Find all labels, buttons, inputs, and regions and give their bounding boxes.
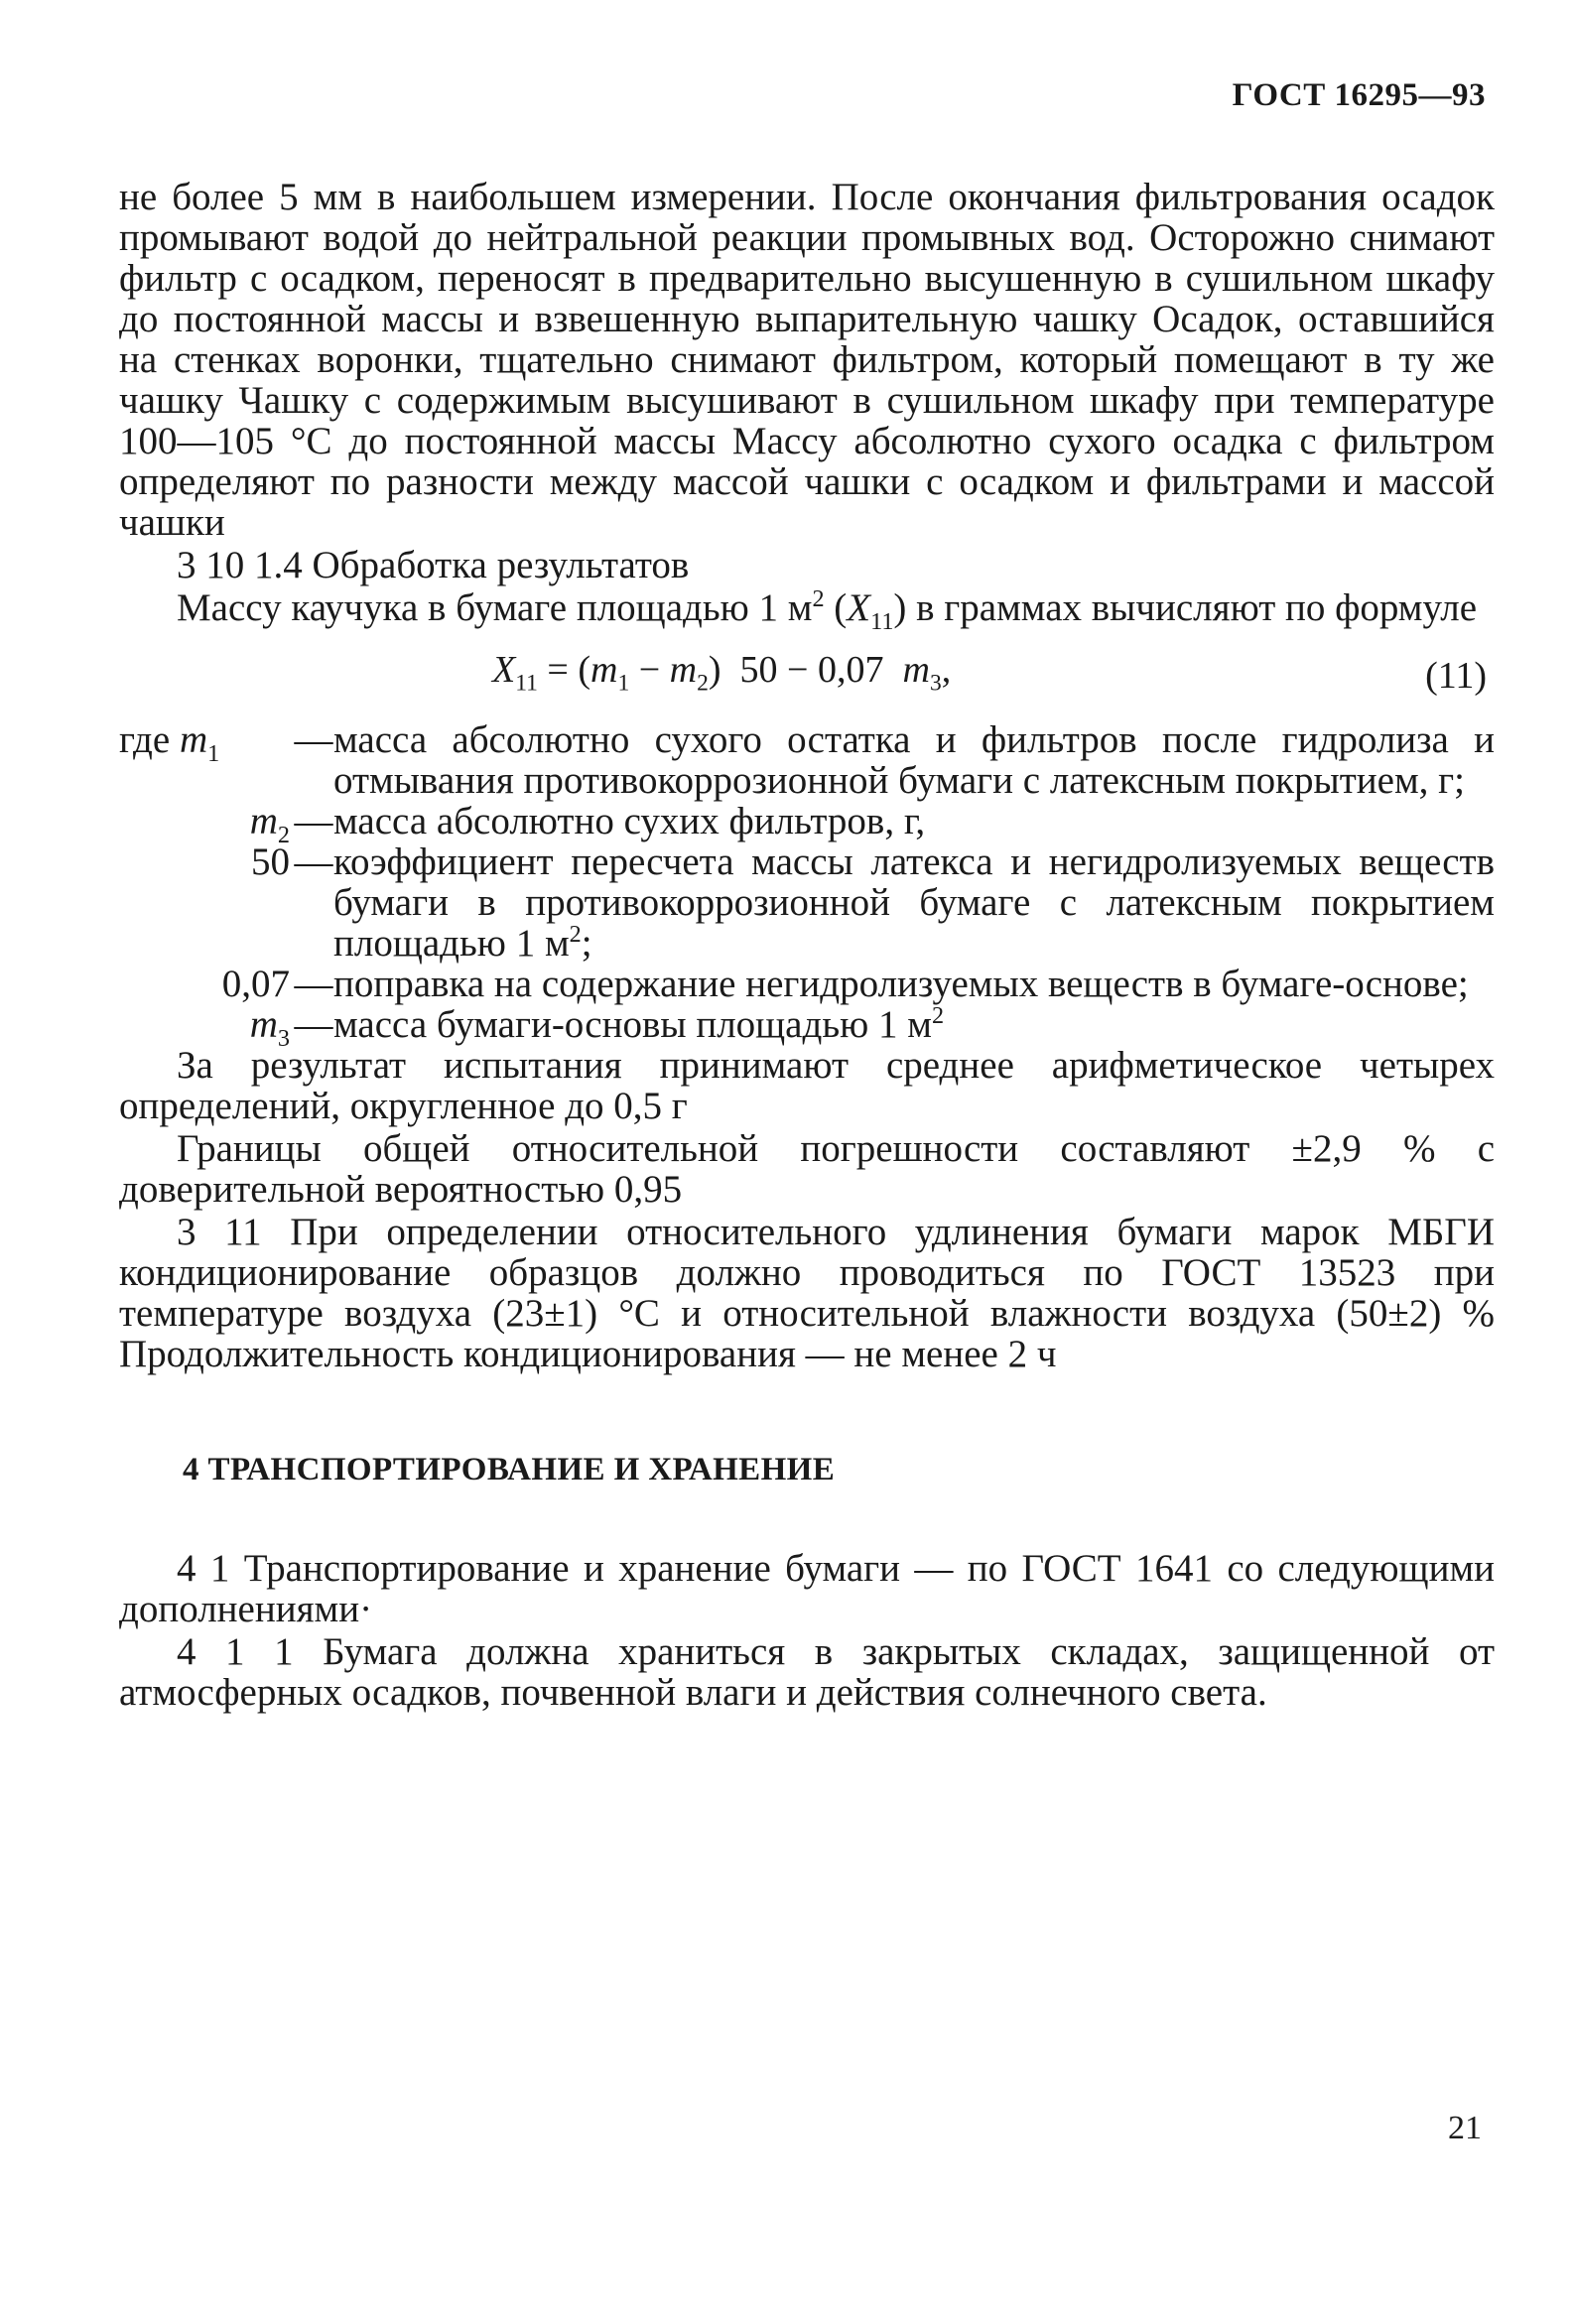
definition-m2	[119, 800, 1495, 848]
definition-text: коэффициент пересчета массы латекса и негидролизуемых веществ бумаги в противокоррозионной бумаге с латексным покрытием площадью 1 $м^2$;	[333, 840, 1495, 965]
definitions-list	[119, 718, 1495, 1052]
page-number: 21	[1448, 2110, 1482, 2146]
paragraph-3-11: 3 11 При определении относительного удлинения бумаги марок МБГИ кондиционирование образцов должно проводиться по ГОСТ 13523 при температуре воздуха (23±1) °С и относительной влажности воздуха (50±2) % Продолжительность кондиционирования — не менее 2 ч	[119, 1211, 1495, 1375]
subsection-title: 3 10 1.4 Обработка результатов	[177, 544, 690, 586]
paragraph-filtration: не более 5 мм в наибольшем измерении. После окончания фильтрования осадок промывают водой до нейтральной реакции промывных вод. Осторожно снимают фильтр с осадком, переносят в предварительно высушенную в сушильном шкафу до постоянной массы и взвешенную выпарительную чашку Осадок, оставшийся на стенках воронки, тщательно снимают фильтром, который помещают в ту же чашку Чашку с содержимым высушивают в сушильном шкафу при температуре 100—105 °С до постоянной массы Массу абсолютно сухого осадка с фильтром определяют по разности между массой чашки с осадком и фильтрами и массой чашки	[119, 176, 1495, 544]
formula-number: (11)	[1425, 655, 1487, 697]
paragraph-mass-formula-intro: Массу каучука в бумаге площадью 1 $м^2$ $(X_{11})$ в граммах вычисляют по формуле	[177, 585, 1478, 635]
formula: $X_{11} = (m_1 - m_2) 50 - 0,07$ $m_3$,	[492, 649, 952, 697]
definition-term: $m_2$	[249, 800, 290, 848]
definition-dash: —	[294, 1003, 333, 1046]
paragraph-4-1: 4 1 Транспортирование и хранение бумаги — по ГОСТ 1641 со следующими дополнениями·	[119, 1547, 1495, 1630]
definition-text: масса бумаги-основы площадью 1 $м^2$	[333, 1002, 945, 1046]
definition-m1	[119, 719, 1495, 801]
paragraph-result: За результат испытания принимают среднее арифметическое четырех определений, округленное до 0,5 г	[119, 1044, 1495, 1127]
paragraph-error: Границы общей относительной погрешности составляют ±2,9 % с доверительной вероятностью 0,95	[119, 1127, 1495, 1211]
definition-term: 0,07	[221, 963, 290, 1005]
paragraph-4-1-1: 4 1 1 Бумага должна храниться в закрытых складах, защищенной от атмосферных осадков, почвенной влаги и действия солнечного света.	[119, 1630, 1495, 1714]
formula-block	[119, 644, 1495, 702]
definition-text: поправка на содержание негидролизуемых веществ в бумаге-основе;	[333, 963, 1469, 1005]
standard-code-header: ГОСТ 16295—93	[1232, 77, 1486, 113]
definition-0-07	[119, 964, 1495, 1004]
definition-dash: —	[294, 963, 333, 1005]
definition-term: 50	[251, 840, 290, 883]
definition-m3	[119, 1002, 1495, 1052]
definition-term: где $m_1$	[119, 718, 220, 767]
definition-text: масса абсолютно сухих фильтров, г,	[333, 800, 926, 842]
definition-term: $m_3$	[249, 1003, 290, 1052]
section-4-title: 4 ТРАНСПОРТИРОВАНИЕ И ХРАНЕНИЕ	[183, 1452, 836, 1487]
definition-text: масса абсолютно сухого остатка и фильтров после гидролиза и отмывания противокоррозионной бумаги с латексным покрытием, г;	[333, 718, 1495, 802]
definition-dash: —	[294, 840, 333, 883]
definition-dash: —	[294, 718, 333, 761]
definition-dash: —	[294, 800, 333, 842]
document-body	[119, 177, 1495, 1713]
definition-50	[119, 841, 1495, 964]
